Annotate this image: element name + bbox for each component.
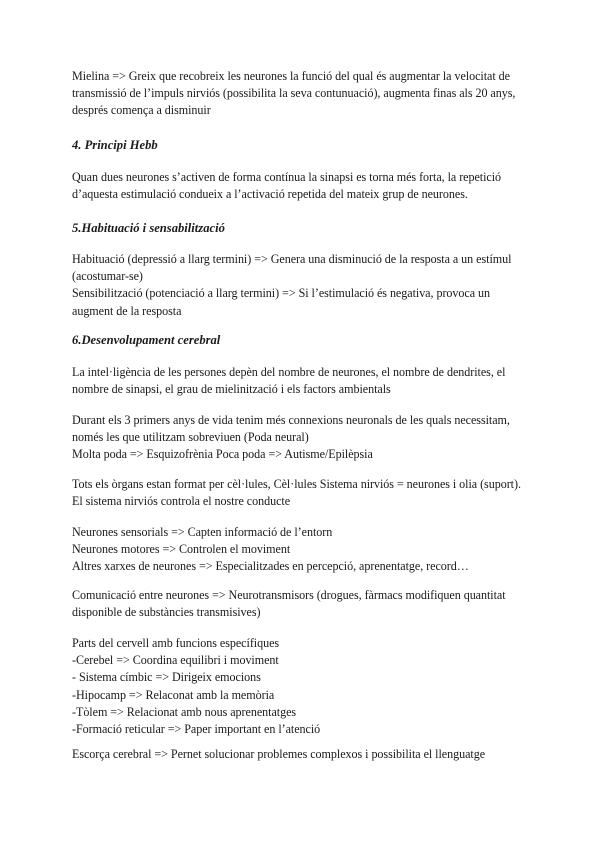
- text-line: Escorça cerebral => Pernet solucionar problemes complexos i possibilita el llenguatge: [72, 747, 486, 761]
- heading-principi-hebb: [72, 137, 544, 154]
- text-line: Neurones motores => Controlen el moviment: [72, 542, 291, 557]
- text-line: transmissió de l’impuls nirviós (possibilita la seva contunuació), augmenta finas als 20 anys,: [72, 86, 516, 101]
- list-item: -Formació reticular => Paper important en l’atenció: [72, 722, 321, 737]
- paragraph-comunicacio: [72, 587, 544, 621]
- text-line: (acostumar-se): [72, 269, 143, 284]
- text-line: Sensibilització (potenciació a llarg termini) => Si l’estimulació és negativa, provoca un: [72, 286, 491, 301]
- text-line: Altres xarxes de neurones => Especialitzades en percepció, aprenentatge, record…: [72, 559, 469, 574]
- text-line: augment de la resposta: [72, 303, 182, 318]
- paragraph-organs: [72, 476, 544, 510]
- list-item: -Cerebel => Coordina equilibri i moviment: [72, 653, 279, 668]
- text-line: Parts del cervell amb funcions específiques: [72, 636, 280, 650]
- list-item: - Sistema címbic => Dirigeix emocions: [72, 670, 261, 685]
- text-line: Comunicació entre neurones => Neurotransmisors (drogues, fàrmacs modifiquen quantitat: [72, 588, 506, 602]
- text-line: Molta poda => Esquizofrènia Poca poda => Autisme/Epilèpsia: [72, 447, 373, 462]
- paragraph-parts-cervell: [72, 635, 544, 738]
- paragraph-habituacio: [72, 251, 544, 320]
- text-line: només les que utilitzam sobreviuen (Poda neural): [72, 430, 309, 445]
- paragraph-escorca: [72, 746, 544, 763]
- text-line: Mielina => Greix que recobreix les neurones la funció del qual és augmentar la velocitat de: [72, 69, 510, 83]
- text-line: Neurones sensorials => Capten informació de l’entorn: [72, 525, 333, 539]
- list-item: -Tòlem => Relacionat amb nous aprenentatges: [72, 704, 297, 719]
- paragraph-intelligencia: [72, 364, 544, 398]
- text-line: després comença a disminuir: [72, 103, 211, 118]
- text-line: Durant els 3 primers anys de vida tenim més connexions neuronals de les quals necessitam,: [72, 413, 510, 427]
- text-line: Quan dues neurones s’activen de forma contínua la sinapsi es torna més forta, la repetició: [72, 170, 502, 184]
- text-line: disponible de substàncies transmisives): [72, 605, 261, 620]
- paragraph-primers-anys: [72, 412, 544, 464]
- text-line: d’aquesta estimulació condueix a l’activació repetida del mateix grup de neurones.: [72, 187, 468, 202]
- text-line: El sistema nirviós controla el nostre conducte: [72, 494, 291, 509]
- text-line: Habituació (depressió a llarg termini) => Genera una disminució de la resposta a un estímul: [72, 252, 512, 266]
- heading-desenvolupament: [72, 332, 544, 349]
- list-item: -Hipocamp => Relaconat amb la memòria: [72, 687, 275, 702]
- text-line: Tots els òrgans estan format per cèl·lules, Cèl·lules Sistema nirviós = neurones i olia (suport).: [72, 477, 521, 491]
- text-line: La intel·ligència de les persones depèn del nombre de neurones, el nombre de dendrites, el: [72, 365, 506, 379]
- heading-habituacio: [72, 220, 544, 237]
- paragraph-mielina: [72, 68, 544, 120]
- section-heading: 5.Habituació i sensabilització: [72, 221, 225, 235]
- paragraph-hebb: [72, 169, 544, 203]
- paragraph-neurones-tipus: [72, 524, 544, 576]
- section-heading: 4. Principi Hebb: [72, 138, 158, 152]
- text-line: nombre de sinapsi, el grau de mielinització i els factors ambientals: [72, 382, 391, 397]
- section-heading: 6.Desenvolupament cerebral: [72, 333, 221, 347]
